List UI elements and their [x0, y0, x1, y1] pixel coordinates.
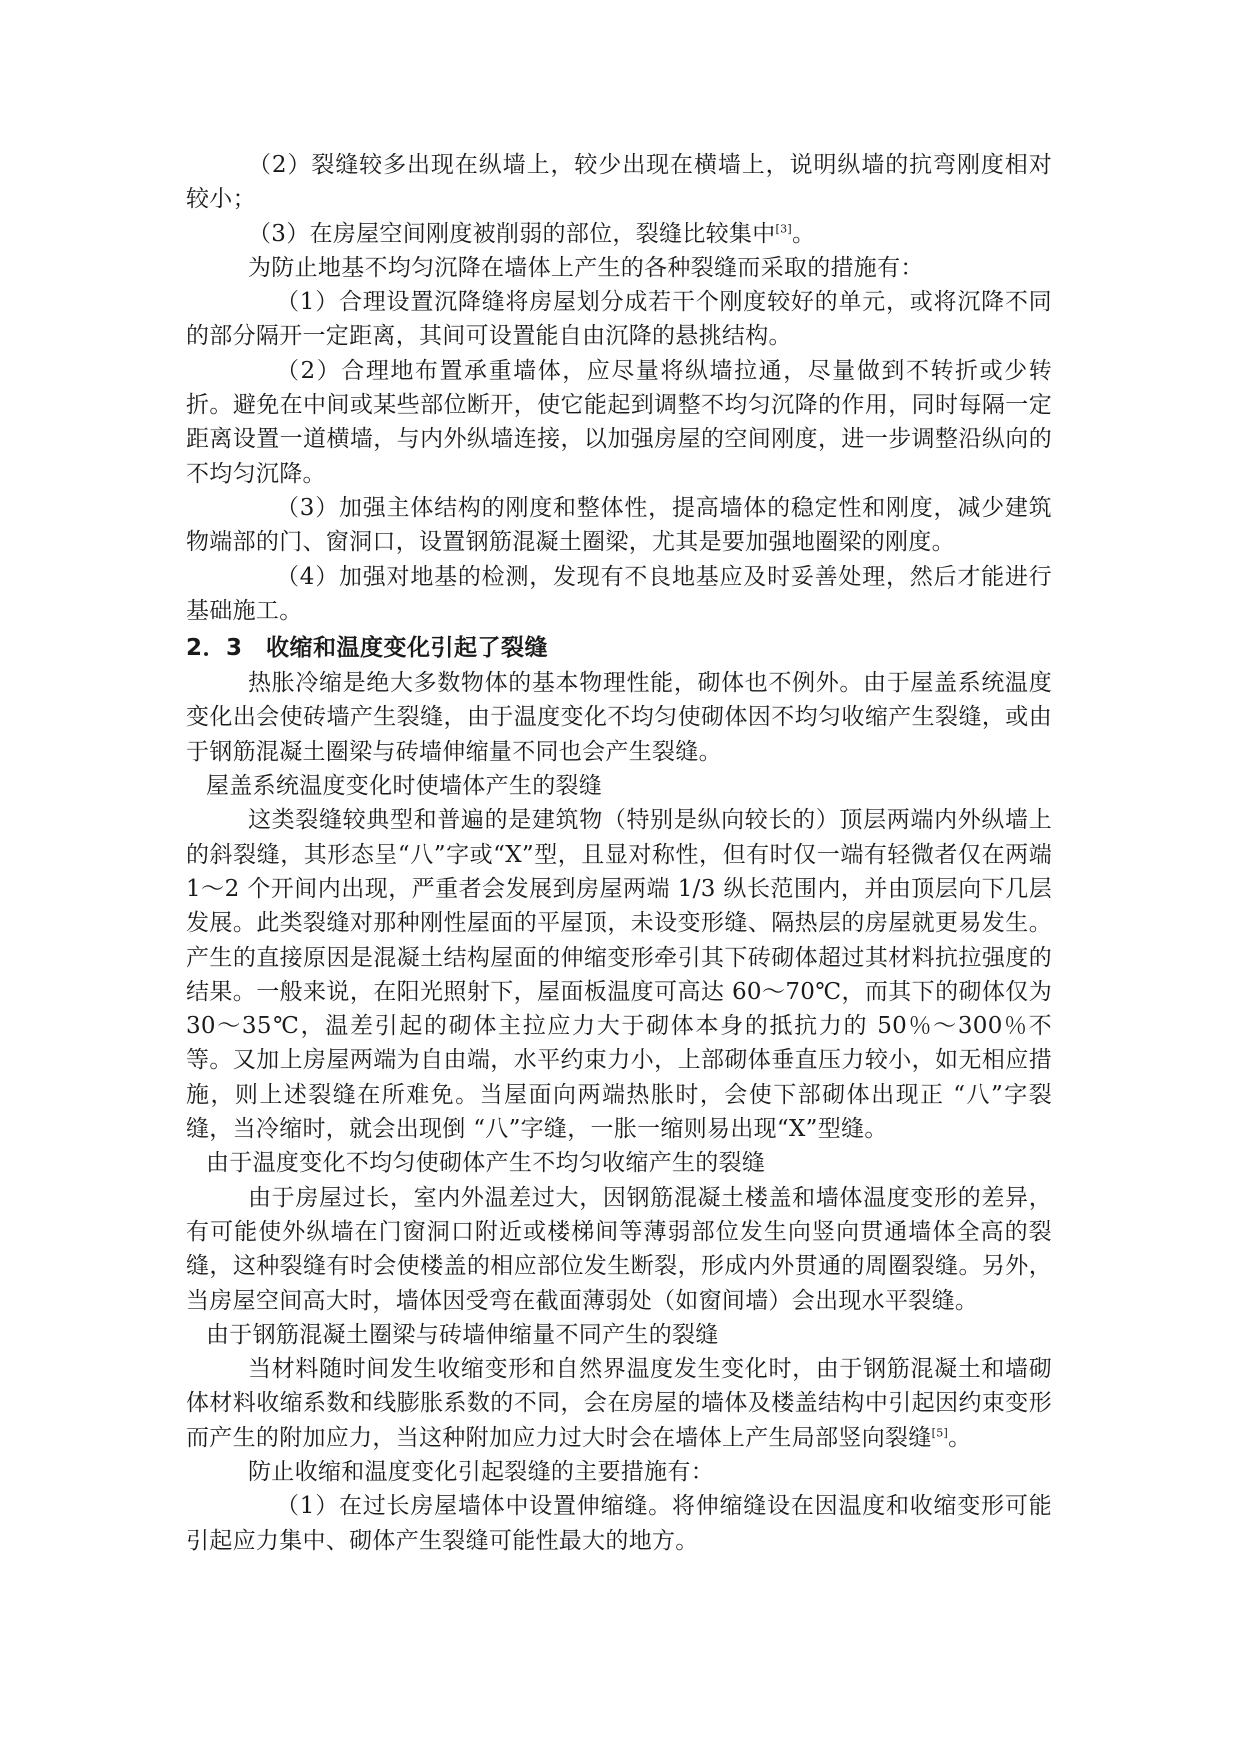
document-page: [186, 148, 1052, 1558]
paragraph-text: 当材料随时间发生收缩变形和自然界温度发生变化时，由于钢筋混凝土和墙砌体材料收缩系数和线膨胀系数的不同，会在房屋的墙体及楼盖结构中引起因约束变形而产生的附加应力，当这种附加应力过大时会在墙体上产生局部竖向裂缝: [186, 1356, 1052, 1451]
paragraph: 由于房屋过长，室内外温差过大，因钢筋混凝土楼盖和墙体温度变形的差异，有可能使外纵墙在门窗洞口附近或楼梯间等薄弱部位发生向竖向贯通墙体全高的裂缝，这种裂缝有时会使楼盖的相应部位发生断裂，形成内外贯通的周圈裂缝。另外，当房屋空间高大时，墙体因受弯在截面薄弱处（如窗间墙）会出现水平裂缝。: [186, 1184, 1052, 1314]
subheading: 由于钢筋混凝土圈梁与砖墙伸缩量不同产生的裂缝: [206, 1321, 719, 1348]
subheading: 由于温度变化不均匀使砌体产生不均匀收缩产生的裂缝: [206, 1150, 766, 1177]
paragraph: 为防止地基不均匀沉降在墙体上产生的各种裂缝而采取的措施有：: [248, 254, 924, 281]
paragraph: 这类裂缝较典型和普遍的是建筑物（特别是纵向较长的）顶层两端内外纵墙上的斜裂缝，其形态呈“八”字或“X”型，且显对称性，但有时仅一端有轻微者仅在两端 1～2 个开间内出现，严重者会发展到房屋两端 1/3 纵长范围内，并由顶层向下几层发展。此类裂缝对那种刚性屋面的平屋顶，未设变形缝、隔热层的房屋就更易发生。产生的直接原因是混凝土结构屋面的伸缩变形牵引其下砖砌体超过其材料抗拉强度的结果。一般来说，在阳光照射下，屋面板温度可高达 60～70℃，而其下的砌体仅为 30～35℃，温差引起的砌体主拉应力大于砌体本身的抵抗力的 50％～300％不等。又加上房屋两端为自由端，水平约束力小，上部砌体垂直压力较小，如无相应措施，则上述裂缝在所难免。当屋面向两端热胀时，会使下部砌体出现正 “八”字裂缝，当冷缩时，就会出现倒 “八”字缝，一胀一缩则易出现“X”型缝。: [186, 807, 1052, 1143]
paragraph: （1）在过长房屋墙体中设置伸缩缝。将伸缩缝设在因温度和收缩变形可能引起应力集中、砌体产生裂缝可能性最大的地方。: [186, 1493, 1052, 1554]
citation-ref: [5]: [931, 1426, 949, 1440]
paragraph: 防止收缩和温度变化引起裂缝的主要措施有：: [248, 1458, 714, 1485]
paragraph: [186, 217, 1052, 251]
paragraph: 热胀冷缩是绝大多数物体的基本物理性能，砌体也不例外。由于屋盖系统温度变化出会使砖墙产生裂缝，由于温度变化不均匀使砌体因不均匀收缩产生裂缝，或由于钢筋混凝土圈梁与砖墙伸缩量不同也会产生裂缝。: [186, 670, 1052, 765]
paragraph: [186, 1352, 1052, 1455]
paragraph-text: （3）在房屋空间刚度被削弱的部位，裂缝比较集中: [248, 220, 776, 247]
paragraph-tail: 。: [792, 220, 816, 247]
paragraph: （3）加强主体结构的刚度和整体性，提高墙体的稳定性和刚度，减少建筑物端部的门、窗洞口，设置钢筋混凝土圈梁，尤其是要加强地圈梁的刚度。: [186, 494, 1052, 556]
section-heading: 2．3 收缩和温度变化引起了裂缝: [186, 635, 549, 662]
paragraph: （1）合理设置沉降缝将房屋划分成若干个刚度较好的单元，或将沉降不同的部分隔开一定距离，其间可设置能自由沉降的悬挑结构。: [186, 289, 1052, 350]
paragraph: （2）裂缝较多出现在纵墙上，较少出现在横墙上，说明纵墙的抗弯刚度相对较小；: [186, 152, 1052, 213]
paragraph: （2）合理地布置承重墙体，应尽量将纵墙拉通，尽量做到不转折或少转折。避免在中间或某些部位断开，使它能起到调整不均匀沉降的作用，同时每隔一定距离设置一道横墙，与内外纵墙连接，以加强房屋的空间刚度，进一步调整沿纵向的不均匀沉降。: [186, 357, 1052, 487]
paragraph-tail: 。: [948, 1424, 972, 1451]
citation-ref: [3]: [775, 221, 793, 235]
subheading: 屋盖系统温度变化时使墙体产生的裂缝: [206, 773, 603, 800]
paragraph: （4）加强对地基的检测，发现有不良地基应及时妥善处理，然后才能进行基础施工。: [186, 563, 1052, 624]
